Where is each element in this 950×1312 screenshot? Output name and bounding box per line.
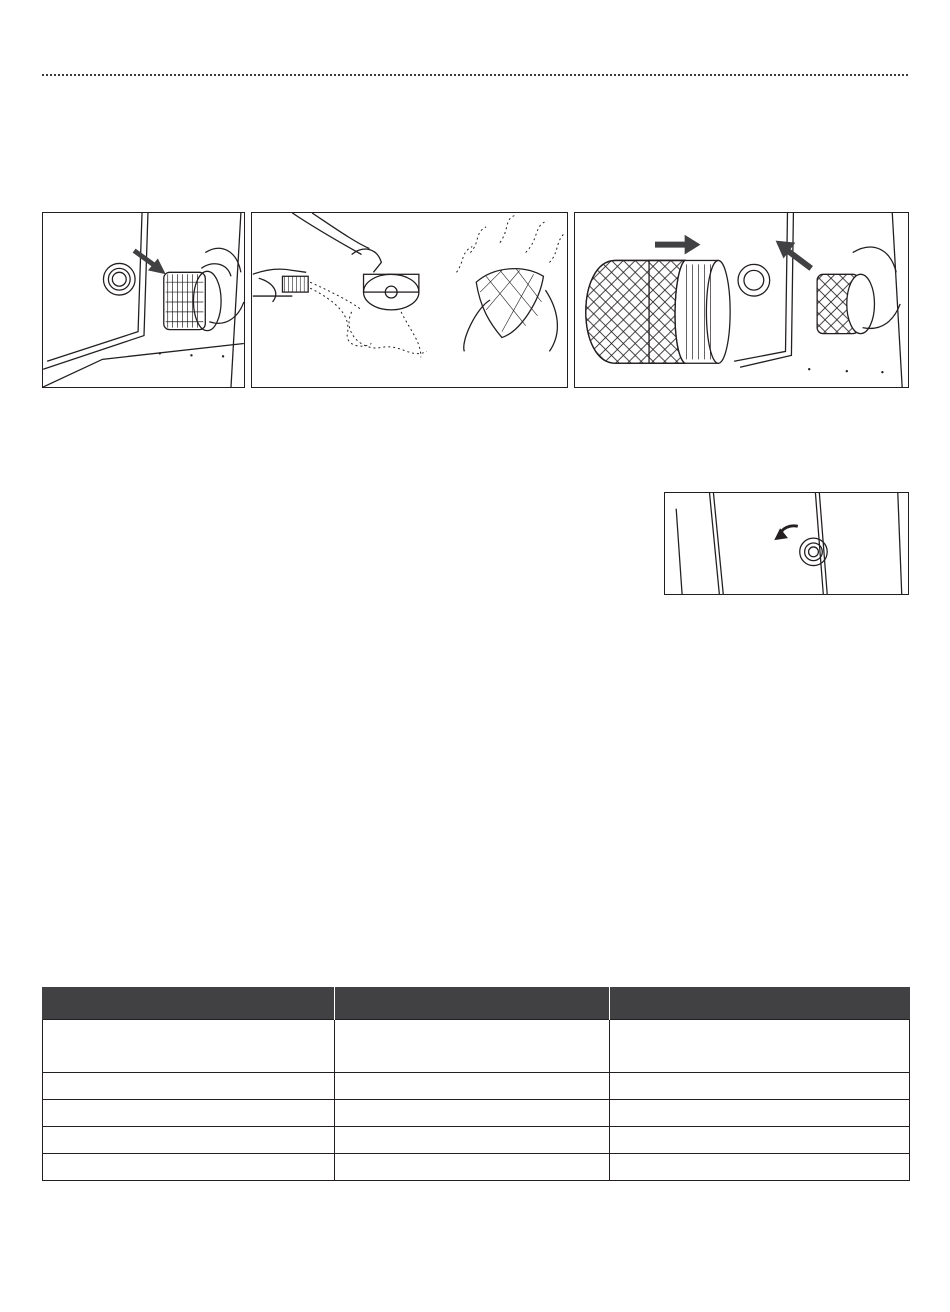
table-cell xyxy=(610,1127,910,1154)
table-cell xyxy=(610,1154,910,1181)
table-cell xyxy=(335,1073,610,1100)
table-row xyxy=(43,1020,910,1073)
table-cell xyxy=(335,1100,610,1127)
table-cell xyxy=(43,1020,335,1073)
table-cell xyxy=(610,1073,910,1100)
table-header-cell xyxy=(610,987,910,1020)
table-cell xyxy=(610,1100,910,1127)
table-cell xyxy=(43,1127,335,1154)
table-row xyxy=(43,1154,910,1181)
table-cell xyxy=(335,1020,610,1073)
table-header-row xyxy=(43,987,910,1020)
filter-removal-illustration xyxy=(43,213,244,387)
figure-reinstall-filter xyxy=(574,212,909,388)
table-row xyxy=(43,1127,910,1154)
table-cell xyxy=(335,1127,610,1154)
table-cell xyxy=(335,1154,610,1181)
table-cell xyxy=(43,1073,335,1100)
table-cell xyxy=(610,1020,910,1073)
rotate-arrow-icon xyxy=(774,526,798,540)
table-header-cell xyxy=(335,987,610,1020)
dotted-divider xyxy=(42,74,908,76)
table-row xyxy=(43,1100,910,1127)
table-header-cell xyxy=(43,987,335,1020)
arrow-icon xyxy=(776,241,812,269)
arrow-icon xyxy=(134,251,166,275)
filter-rinse-illustration xyxy=(252,213,567,387)
table-cell xyxy=(43,1154,335,1181)
housing-turn-illustration xyxy=(665,493,908,594)
figure-remove-filter xyxy=(42,212,245,388)
arrow-icon xyxy=(655,235,700,255)
table-row xyxy=(43,1073,910,1100)
specification-table xyxy=(42,987,910,1181)
figure-rinse-filter xyxy=(251,212,568,388)
table-cell xyxy=(43,1100,335,1127)
figure-turn-housing xyxy=(664,492,909,595)
filter-reinstall-illustration xyxy=(575,213,908,387)
